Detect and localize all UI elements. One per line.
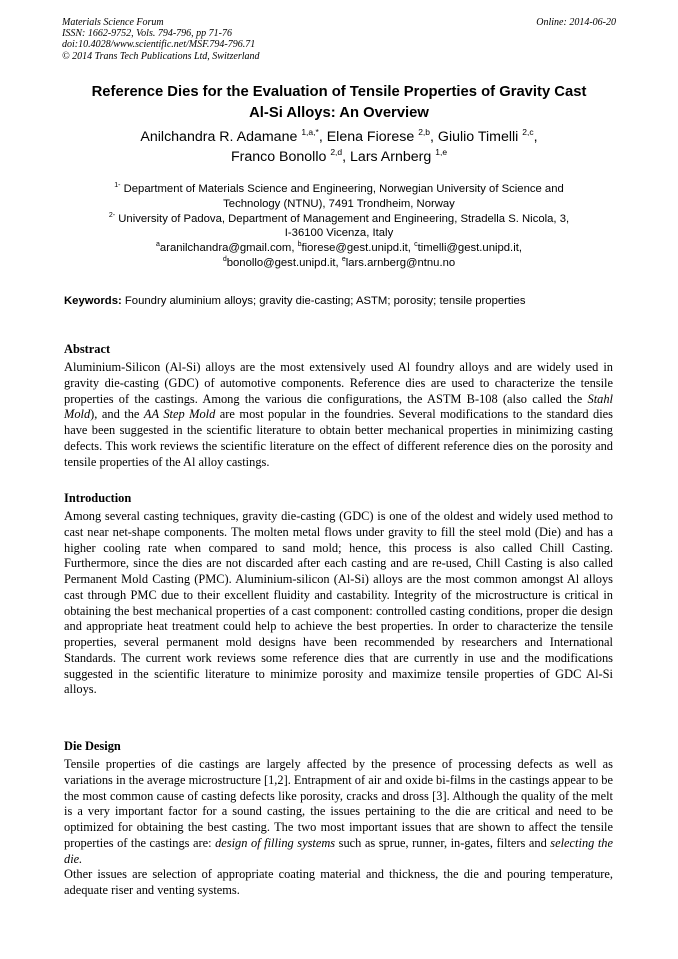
copyright-line: © 2014 Trans Tech Publications Ltd, Switzerland: [62, 50, 260, 62]
email-link[interactable]: fiorese@gest.unipd.it: [301, 242, 408, 255]
journal-name: Materials Science Forum: [62, 17, 164, 28]
abstract-text-part: Aluminium-Silicon (Al-Si) alloys are the most extensively used Al foundry alloys and are widely used in gravity die-casting (GDC) of automotive components. Reference dies are used to characterize the tensile properties of the castings. Among the various die configurations, the ASTM B-108 (also called the: [64, 360, 613, 406]
abstract-text-part: are most popular in the foundries. Several modifications to the standard dies have been suggested in the scientific literature to obtain better mechanical properties in minimizing casting defects. This work reviews the scientific literature on the effect of different reference dies on the porosity and tensile properties of the Al alloy castings.: [64, 407, 614, 469]
email-line-2: $^d$bonollo@gest.unipd.it, $^e$lars.arnberg@ntnu.no: [222, 255, 456, 269]
affiliation-marker: 2-: [108, 211, 116, 219]
author-affiliation-marker: 1,e: [435, 146, 448, 157]
author-name: Lars Arnberg: [350, 148, 432, 165]
email-marker: a: [156, 241, 160, 249]
title-line-2: Al-Si Alloys: An Overview: [249, 105, 429, 121]
affiliation-2-line-1: [64, 212, 614, 227]
abstract-text-part: ), and the: [90, 407, 144, 422]
authors-line-2: Franco Bonollo $^{2,d}$, Lars Arnberg $^{1,e}$: [230, 146, 448, 165]
email-marker: d: [222, 255, 227, 263]
author-name: Giulio Timelli: [437, 129, 519, 145]
introduction-text: Among several casting techniques, gravity die-casting (GDC) is one of the oldest and widely used method to cast near net-shape components. The molten metal flows under gravity to fill the steel mold (Die) and has a higher cooling rate when compared to sand mold; hence, this process is also called Chill Casting. Furthermore, since the dies are not discarded after each casting and are re-used, Chill Casting is also called Permanent Mold Casting (PMC). Aluminium-silicon (Al-Si) alloys are the most common amongst Al alloys cast through PMC due to their excellent fluidity and castability. Integrity of the microstructure is critical in obtaining the best mechanical properties of a cast component: controlled casting conditions, proper die design and appropriate heat treatment could help to achieve the best properties. In order to characterize the tensile properties, several permanent mold designs have been recommended by researchers and International Standards. The current work reviews some reference dies that are currently in use and the modifications suggested in the scientific literature to minimize porosity and maximize tensile properties of GDC Al-Si alloys.: [64, 509, 613, 697]
die-design-section: [64, 738, 613, 899]
running-header: [62, 17, 260, 62]
author-affiliation-marker: 2,c: [522, 127, 534, 137]
die-design-text-part: such as sprue, runner, in-gates, filters and: [335, 835, 551, 850]
die-design-italic-term: design of filling systems: [215, 835, 336, 850]
author-affiliation-marker: 2,b: [418, 127, 431, 137]
email-line-1: $^a$aranilchandra@gmail.com, $^b$fiorese@gest.unipd.it, $^c$timelli@gest.unipd.it,: [156, 241, 522, 255]
authors-line-1: Anilchandra R. Adamane $^{1,a,*}$, Elena Fiorese $^{2,b}$, Giulio Timelli $^{2,c}$,: [140, 127, 538, 145]
abstract-italic-term: AA Step Mold: [143, 407, 216, 422]
die-design-paragraph-2: Other issues are selection of appropriate coating material and thickness, the die and pouring temperature, adequate riser and venting systems.: [64, 867, 613, 897]
author-name: Elena Fiorese: [326, 129, 415, 145]
die-design-text-part: Tensile properties of die castings are largely affected by the presence of processing defects as well as variations in the average microstructure [1,2]. Entrapment of air and oxide bi-films in the castings appear to be the most common cause of casting defects like porosity, cracks and dross [3]. Although the quality of the melt is a very important factor for a sound casting, the issues pertaining to the die are critical and need to be optimized for obtaining the best casting. The two most important issues that are shown to affect the tensile properties of the castings are:: [64, 757, 613, 850]
die-design-italic-term: selecting the die.: [64, 835, 613, 866]
author-name: Franco Bonollo: [230, 148, 327, 165]
email-link[interactable]: lars.arnberg@ntnu.no: [345, 256, 456, 269]
author-list: [40, 128, 638, 167]
author-affiliation-marker: 1,a,*: [301, 127, 319, 137]
email-marker: e: [341, 255, 346, 263]
online-date: Online: 2014-06-20: [536, 17, 616, 28]
affiliations: [64, 182, 614, 271]
affiliation-marker: 1-: [114, 182, 121, 189]
die-design-heading: Die Design: [64, 739, 121, 753]
affiliation-1-line-2: Technology (NTNU), 7491 Trondheim, Norway: [223, 197, 455, 210]
die-design-paragraph-1: [64, 757, 613, 867]
email-marker: b: [297, 241, 302, 249]
affiliation-text: University of Padova, Department of Management and Engineering, Stradella S. Nicola, 3,: [118, 212, 570, 225]
author-affiliation-marker: 2,d: [330, 146, 343, 157]
email-link[interactable]: bonollo@gest.unipd.it: [226, 256, 336, 269]
affiliation-text: Department of Materials Science and Engineering, Norwegian University of Science and: [123, 183, 564, 195]
abstract-text: [64, 360, 613, 470]
abstract-italic-term: Stahl Mold: [64, 391, 613, 422]
keywords-label: Keywords:: [64, 295, 122, 307]
keywords-text: Foundry aluminium alloys; gravity die-casting; ASTM; porosity; tensile properties: [124, 295, 526, 307]
abstract-section: [64, 341, 613, 470]
title-line-1: Reference Dies for the Evaluation of Tensile Properties of Gravity Cast: [91, 84, 587, 100]
doi-line: doi:10.4028/www.scientific.net/MSF.794-796.71: [62, 39, 256, 51]
paper-title: [40, 82, 638, 124]
introduction-section: [64, 490, 613, 698]
abstract-heading: Abstract: [64, 342, 111, 356]
introduction-heading: Introduction: [64, 491, 132, 505]
keywords: [64, 294, 624, 308]
affiliation-1-line-1: [64, 182, 614, 197]
email-link[interactable]: timelli@gest.unipd.it: [417, 242, 519, 255]
affiliation-2-line-2: I-36100 Vicenza, Italy: [284, 227, 394, 240]
author-name: Anilchandra R. Adamane: [140, 129, 298, 145]
email-marker: c: [414, 241, 418, 249]
issn-line: ISSN: 1662-9752, Vols. 794-796, pp 71-76: [62, 28, 232, 40]
email-link[interactable]: aranilchandra@gmail.com: [159, 242, 292, 255]
